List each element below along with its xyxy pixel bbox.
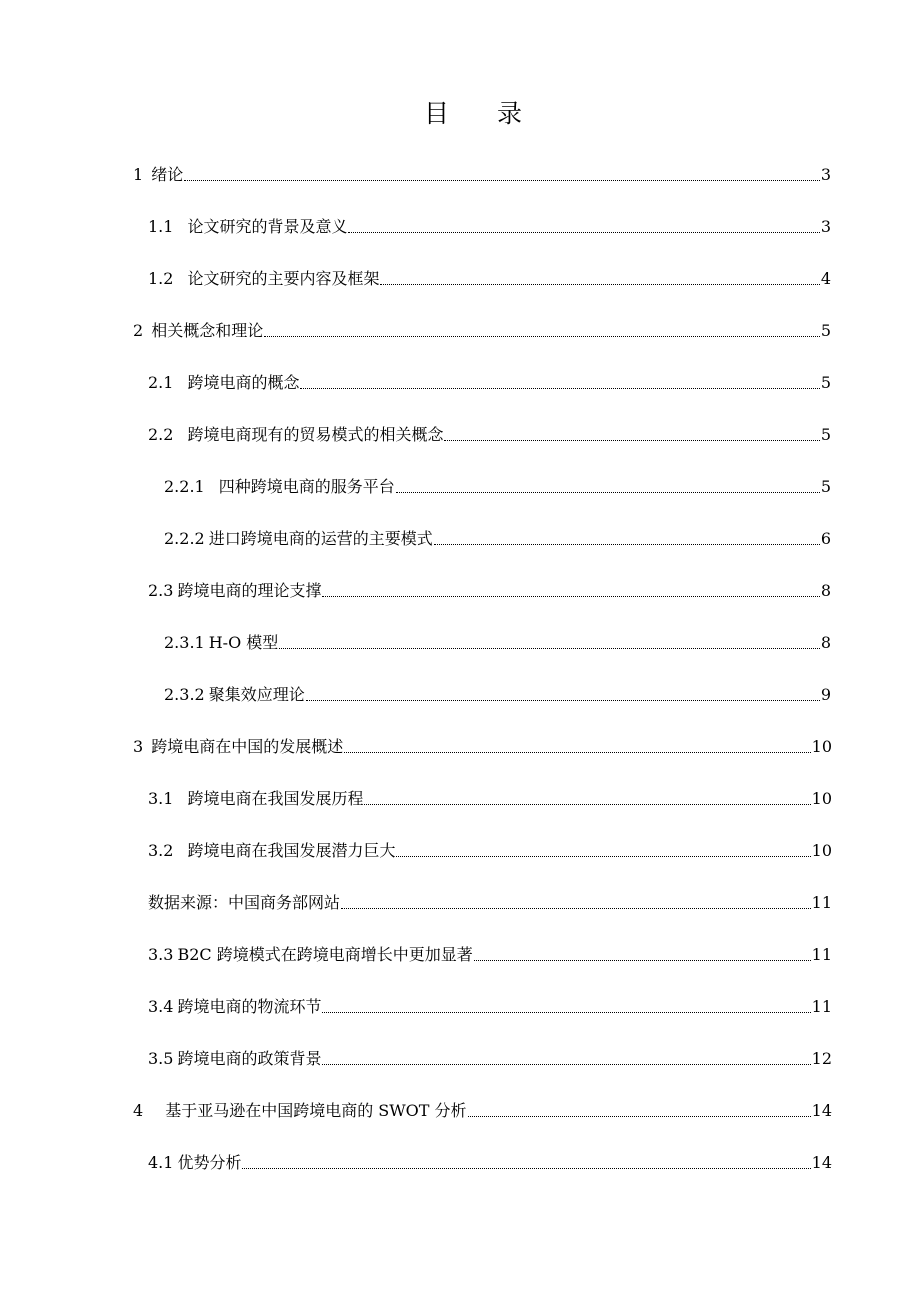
dot-leader <box>364 804 810 805</box>
toc-entry[interactable] <box>148 832 832 862</box>
toc-entry-label: 3.3 B2C 跨境模式在跨境电商增长中更加显著 <box>148 945 473 964</box>
dot-leader <box>279 648 820 649</box>
toc-entry-label: 2.3 跨境电商的理论支撑 <box>148 581 322 600</box>
toc-entry[interactable] <box>148 260 831 290</box>
toc-entry-page: 5 <box>820 373 831 392</box>
dot-leader <box>474 960 811 961</box>
toc-entry[interactable] <box>133 156 831 186</box>
toc-entry-label: 3 跨境电商在中国的发展概述 <box>133 737 344 756</box>
toc-entry-label: 2.3.1 H-O 模型 <box>164 633 279 652</box>
dot-leader <box>184 180 820 181</box>
toc-entry-label: 3.4 跨境电商的物流环节 <box>148 997 322 1016</box>
toc-entry-label: 1.2 论文研究的主要内容及框架 <box>148 269 380 288</box>
toc-entry-label: 数据来源：中国商务部网站 <box>148 893 341 912</box>
dot-leader <box>322 596 819 597</box>
toc-entry[interactable] <box>133 312 831 342</box>
toc-entry[interactable] <box>148 1144 832 1174</box>
dot-leader <box>306 700 820 701</box>
toc-entry[interactable] <box>148 936 832 966</box>
dot-leader <box>341 908 811 909</box>
dot-leader <box>242 1168 810 1169</box>
toc-entry-label: 2 相关概念和理论 <box>133 321 264 340</box>
toc-entry-label: 2.2.1 四种跨境电商的服务平台 <box>164 477 395 496</box>
toc-entry[interactable] <box>148 208 831 238</box>
dot-leader <box>396 492 820 493</box>
toc-entry-page: 8 <box>820 581 831 600</box>
toc-entry[interactable] <box>133 728 832 758</box>
dot-leader <box>444 440 819 441</box>
toc-entry-page: 3 <box>820 165 831 184</box>
toc-entry[interactable] <box>148 416 831 446</box>
toc-entry-page: 10 <box>811 737 832 756</box>
dot-leader <box>300 388 819 389</box>
toc-entry-label: 3.2 跨境电商在我国发展潜力巨大 <box>148 841 396 860</box>
toc-entry[interactable] <box>148 1040 832 1070</box>
toc-entry[interactable] <box>164 676 831 706</box>
toc-entry-label: 4.1 优势分析 <box>148 1153 242 1172</box>
toc-title: 目 录 <box>424 99 542 128</box>
toc-entry[interactable] <box>164 468 831 498</box>
dot-leader <box>348 232 819 233</box>
dot-leader <box>380 284 819 285</box>
toc-entry[interactable] <box>148 988 832 1018</box>
toc-entry-page: 4 <box>820 269 831 288</box>
toc-entry-label: 3.5 跨境电商的政策背景 <box>148 1049 322 1068</box>
toc-entry[interactable] <box>148 884 832 914</box>
toc-entry-page: 11 <box>811 945 832 964</box>
toc-entry-label: 1.1 论文研究的背景及意义 <box>148 217 348 236</box>
toc-entry[interactable] <box>133 1092 832 1122</box>
toc-entry-label: 1 绪论 <box>133 165 184 184</box>
toc-entry-page: 14 <box>811 1153 832 1172</box>
toc-entry-label: 2.3.2 聚集效应理论 <box>164 685 305 704</box>
toc-entry[interactable] <box>164 520 831 550</box>
toc-entry-page: 3 <box>820 217 831 236</box>
toc-entry[interactable] <box>164 624 831 654</box>
toc-entry-label: 2.1 跨境电商的概念 <box>148 373 300 392</box>
toc-entry-label: 4 基于亚马逊在中国跨境电商的 SWOT 分析 <box>133 1101 467 1120</box>
toc-entry[interactable] <box>148 572 831 602</box>
toc-entry-page: 11 <box>811 893 832 912</box>
toc-entry-page: 8 <box>820 633 831 652</box>
toc-entry-page: 5 <box>820 425 831 444</box>
dot-leader <box>434 544 820 545</box>
toc-entry-page: 5 <box>820 477 831 496</box>
toc-entry-label: 2.2 跨境电商现有的贸易模式的相关概念 <box>148 425 444 444</box>
dot-leader <box>322 1064 810 1065</box>
toc-entry-page: 5 <box>820 321 831 340</box>
toc-entry-page: 11 <box>811 997 832 1016</box>
dot-leader <box>344 752 810 753</box>
toc-entry-page: 10 <box>811 789 832 808</box>
dot-leader <box>396 856 810 857</box>
toc-entry-label: 3.1 跨境电商在我国发展历程 <box>148 789 364 808</box>
toc-entry-page: 6 <box>820 529 831 548</box>
toc-entry-page: 9 <box>820 685 831 704</box>
dot-leader <box>264 336 820 337</box>
toc-entry-page: 14 <box>811 1101 832 1120</box>
toc-entry[interactable] <box>148 364 831 394</box>
dot-leader <box>468 1116 811 1117</box>
toc-entry-label: 2.2.2 进口跨境电商的运营的主要模式 <box>164 529 433 548</box>
toc-entry-page: 12 <box>811 1049 832 1068</box>
toc-entry[interactable] <box>148 780 832 810</box>
toc-entry-page: 10 <box>811 841 832 860</box>
dot-leader <box>322 1012 810 1013</box>
